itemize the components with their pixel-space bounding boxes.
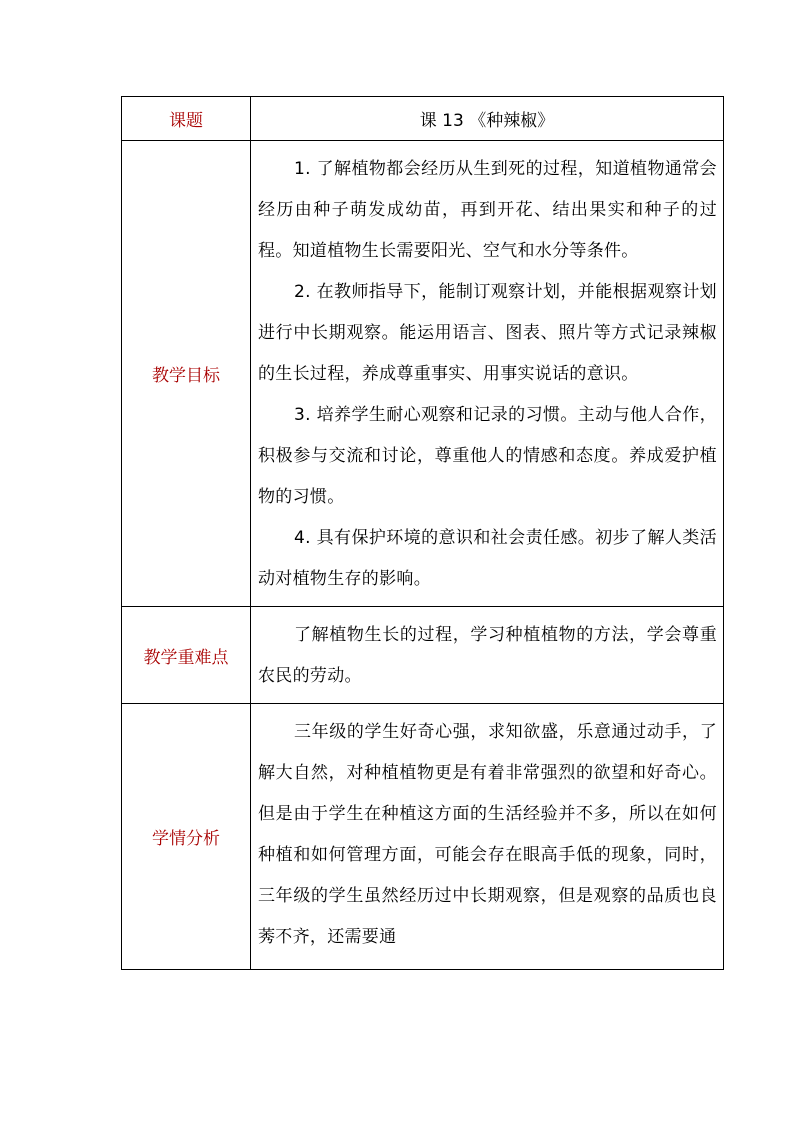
table-row [122, 607, 724, 704]
key-points-paragraph: 了解植物生长的过程，学习种植植物的方法，学会尊重农民的劳动。 [258, 625, 717, 686]
objective-paragraph: 1. 了解植物都会经历从生到死的过程，知道植物通常会经历由种子萌发成幼苗，再到开花、结出果实和种子的过程。知道植物生长需要阳光、空气和水分等条件。 [258, 159, 717, 261]
row-label-key-points: 教学重难点 [122, 607, 251, 704]
row-label-objectives: 教学目标 [122, 141, 251, 607]
table-row [122, 141, 724, 607]
student-analysis-paragraph: 三年级的学生好奇心强，求知欲盛，乐意通过动手，了解大自然，对种植植物更是有着非常强烈的欲望和好奇心。但是由于学生在种植这方面的生活经验并不多，所以在如何种植和如何管理方面，可能会存在眼高手低的现象，同时，三年级的学生虽然经历过中长期观察，但是观察的品质也良莠不齐，还需要通 [258, 722, 717, 947]
row-label-student-analysis: 学情分析 [122, 704, 251, 970]
table-row [122, 704, 724, 970]
objective-paragraph: 2. 在教师指导下，能制订观察计划，并能根据观察计划进行中长期观察。能运用语言、图表、照片等方式记录辣椒的生长过程，养成尊重事实、用事实说话的意识。 [258, 282, 717, 384]
objectives-cell [251, 141, 724, 607]
objective-paragraph: 3. 培养学生耐心观察和记录的习惯。主动与他人合作，积极参与交流和讨论，尊重他人的情感和态度。养成爱护植物的习惯。 [258, 405, 717, 507]
student-analysis-cell [251, 704, 724, 970]
lesson-title: 课 13 《种辣椒》 [251, 97, 724, 141]
objective-paragraph: 4. 具有保护环境的意识和社会责任感。初步了解人类活动对植物生存的影响。 [258, 528, 717, 589]
row-label-topic: 课题 [122, 97, 251, 141]
table-row [122, 97, 724, 141]
lesson-plan-table [121, 96, 724, 970]
key-points-cell [251, 607, 724, 704]
student-analysis-clip [258, 712, 717, 963]
